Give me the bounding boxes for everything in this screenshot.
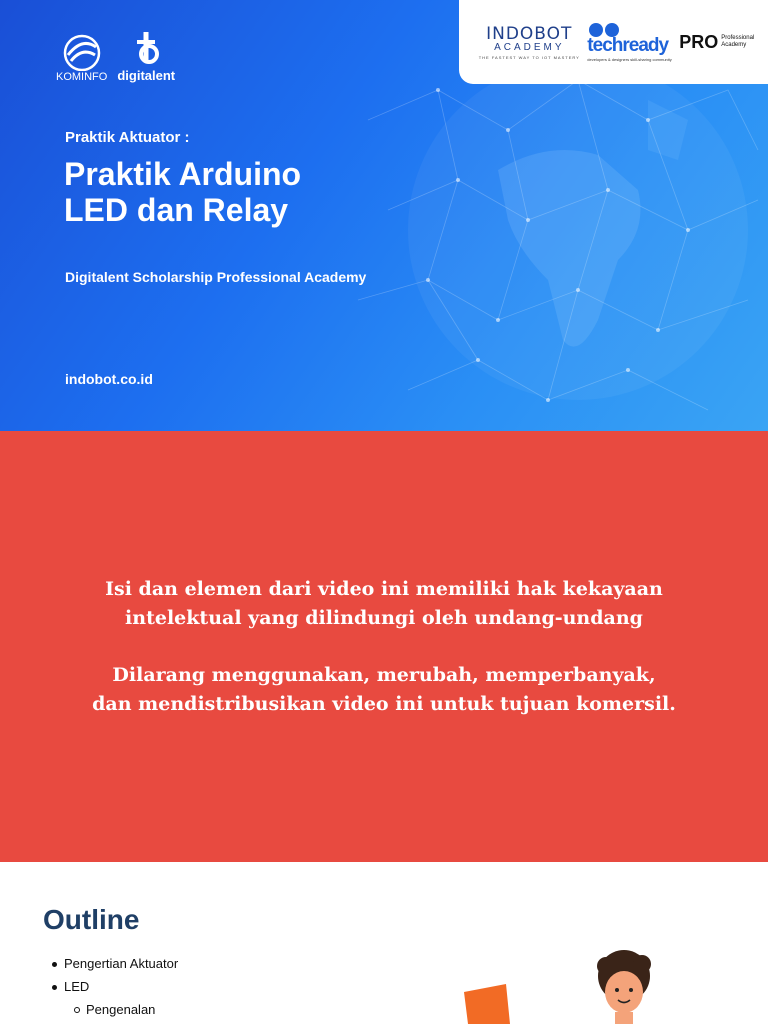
digitalent-label: digitalent bbox=[117, 68, 176, 83]
indobot-academy-wordmark: ACADEMY bbox=[494, 42, 565, 53]
website-link[interactable]: indobot.co.id bbox=[65, 371, 153, 387]
digitalent-emblem-icon bbox=[131, 28, 161, 68]
pro-academy-logo bbox=[679, 32, 754, 53]
kominfo-emblem-icon bbox=[60, 33, 104, 71]
partner-logos-card bbox=[459, 0, 768, 84]
government-logos bbox=[56, 28, 175, 83]
notice-paragraph-rights: Isi dan elemen dari video ini memiliki hak kekayaan intelektual yang dilindungi oleh undang-undang bbox=[105, 578, 663, 629]
network-globe-decoration bbox=[348, 60, 768, 430]
outline-heading: Outline bbox=[43, 904, 140, 935]
list-item: Pengertian Aktuator bbox=[52, 955, 178, 978]
indobot-academy-logo bbox=[479, 24, 580, 60]
hero-banner bbox=[0, 0, 768, 431]
copyright-notice bbox=[0, 431, 768, 862]
hero-subtitle: Digitalent Scholarship Professional Academy bbox=[65, 269, 367, 285]
techready-logo bbox=[587, 23, 671, 62]
list-subitem: Pengenalan bbox=[52, 1001, 178, 1024]
pro-caption: Professional Academy bbox=[721, 35, 755, 48]
digitalent-logo bbox=[117, 28, 175, 83]
kominfo-label: KOMINFO bbox=[56, 71, 108, 83]
techready-tagline: developers & designers skill-sharing community bbox=[587, 56, 672, 62]
indobot-tagline: THE FASTEST WAY TO IOT MASTERY bbox=[478, 55, 580, 60]
outline-list bbox=[52, 955, 178, 1024]
notice-paragraph-prohibition: Dilarang menggunakan, merubah, memperbanyak, dan mendistribusikan video ini untuk tujuan komersil. bbox=[92, 664, 676, 715]
kominfo-logo bbox=[56, 33, 107, 83]
page-title: Praktik Arduino LED dan Relay bbox=[64, 156, 302, 228]
list-item: LED bbox=[52, 978, 178, 1001]
character-illustration bbox=[460, 940, 680, 1024]
indobot-wordmark: INDOBOT bbox=[486, 24, 573, 44]
pro-wordmark: PRO bbox=[679, 31, 719, 52]
hero-kicker: Praktik Aktuator : bbox=[65, 129, 190, 146]
techready-wordmark: techready bbox=[587, 34, 669, 56]
